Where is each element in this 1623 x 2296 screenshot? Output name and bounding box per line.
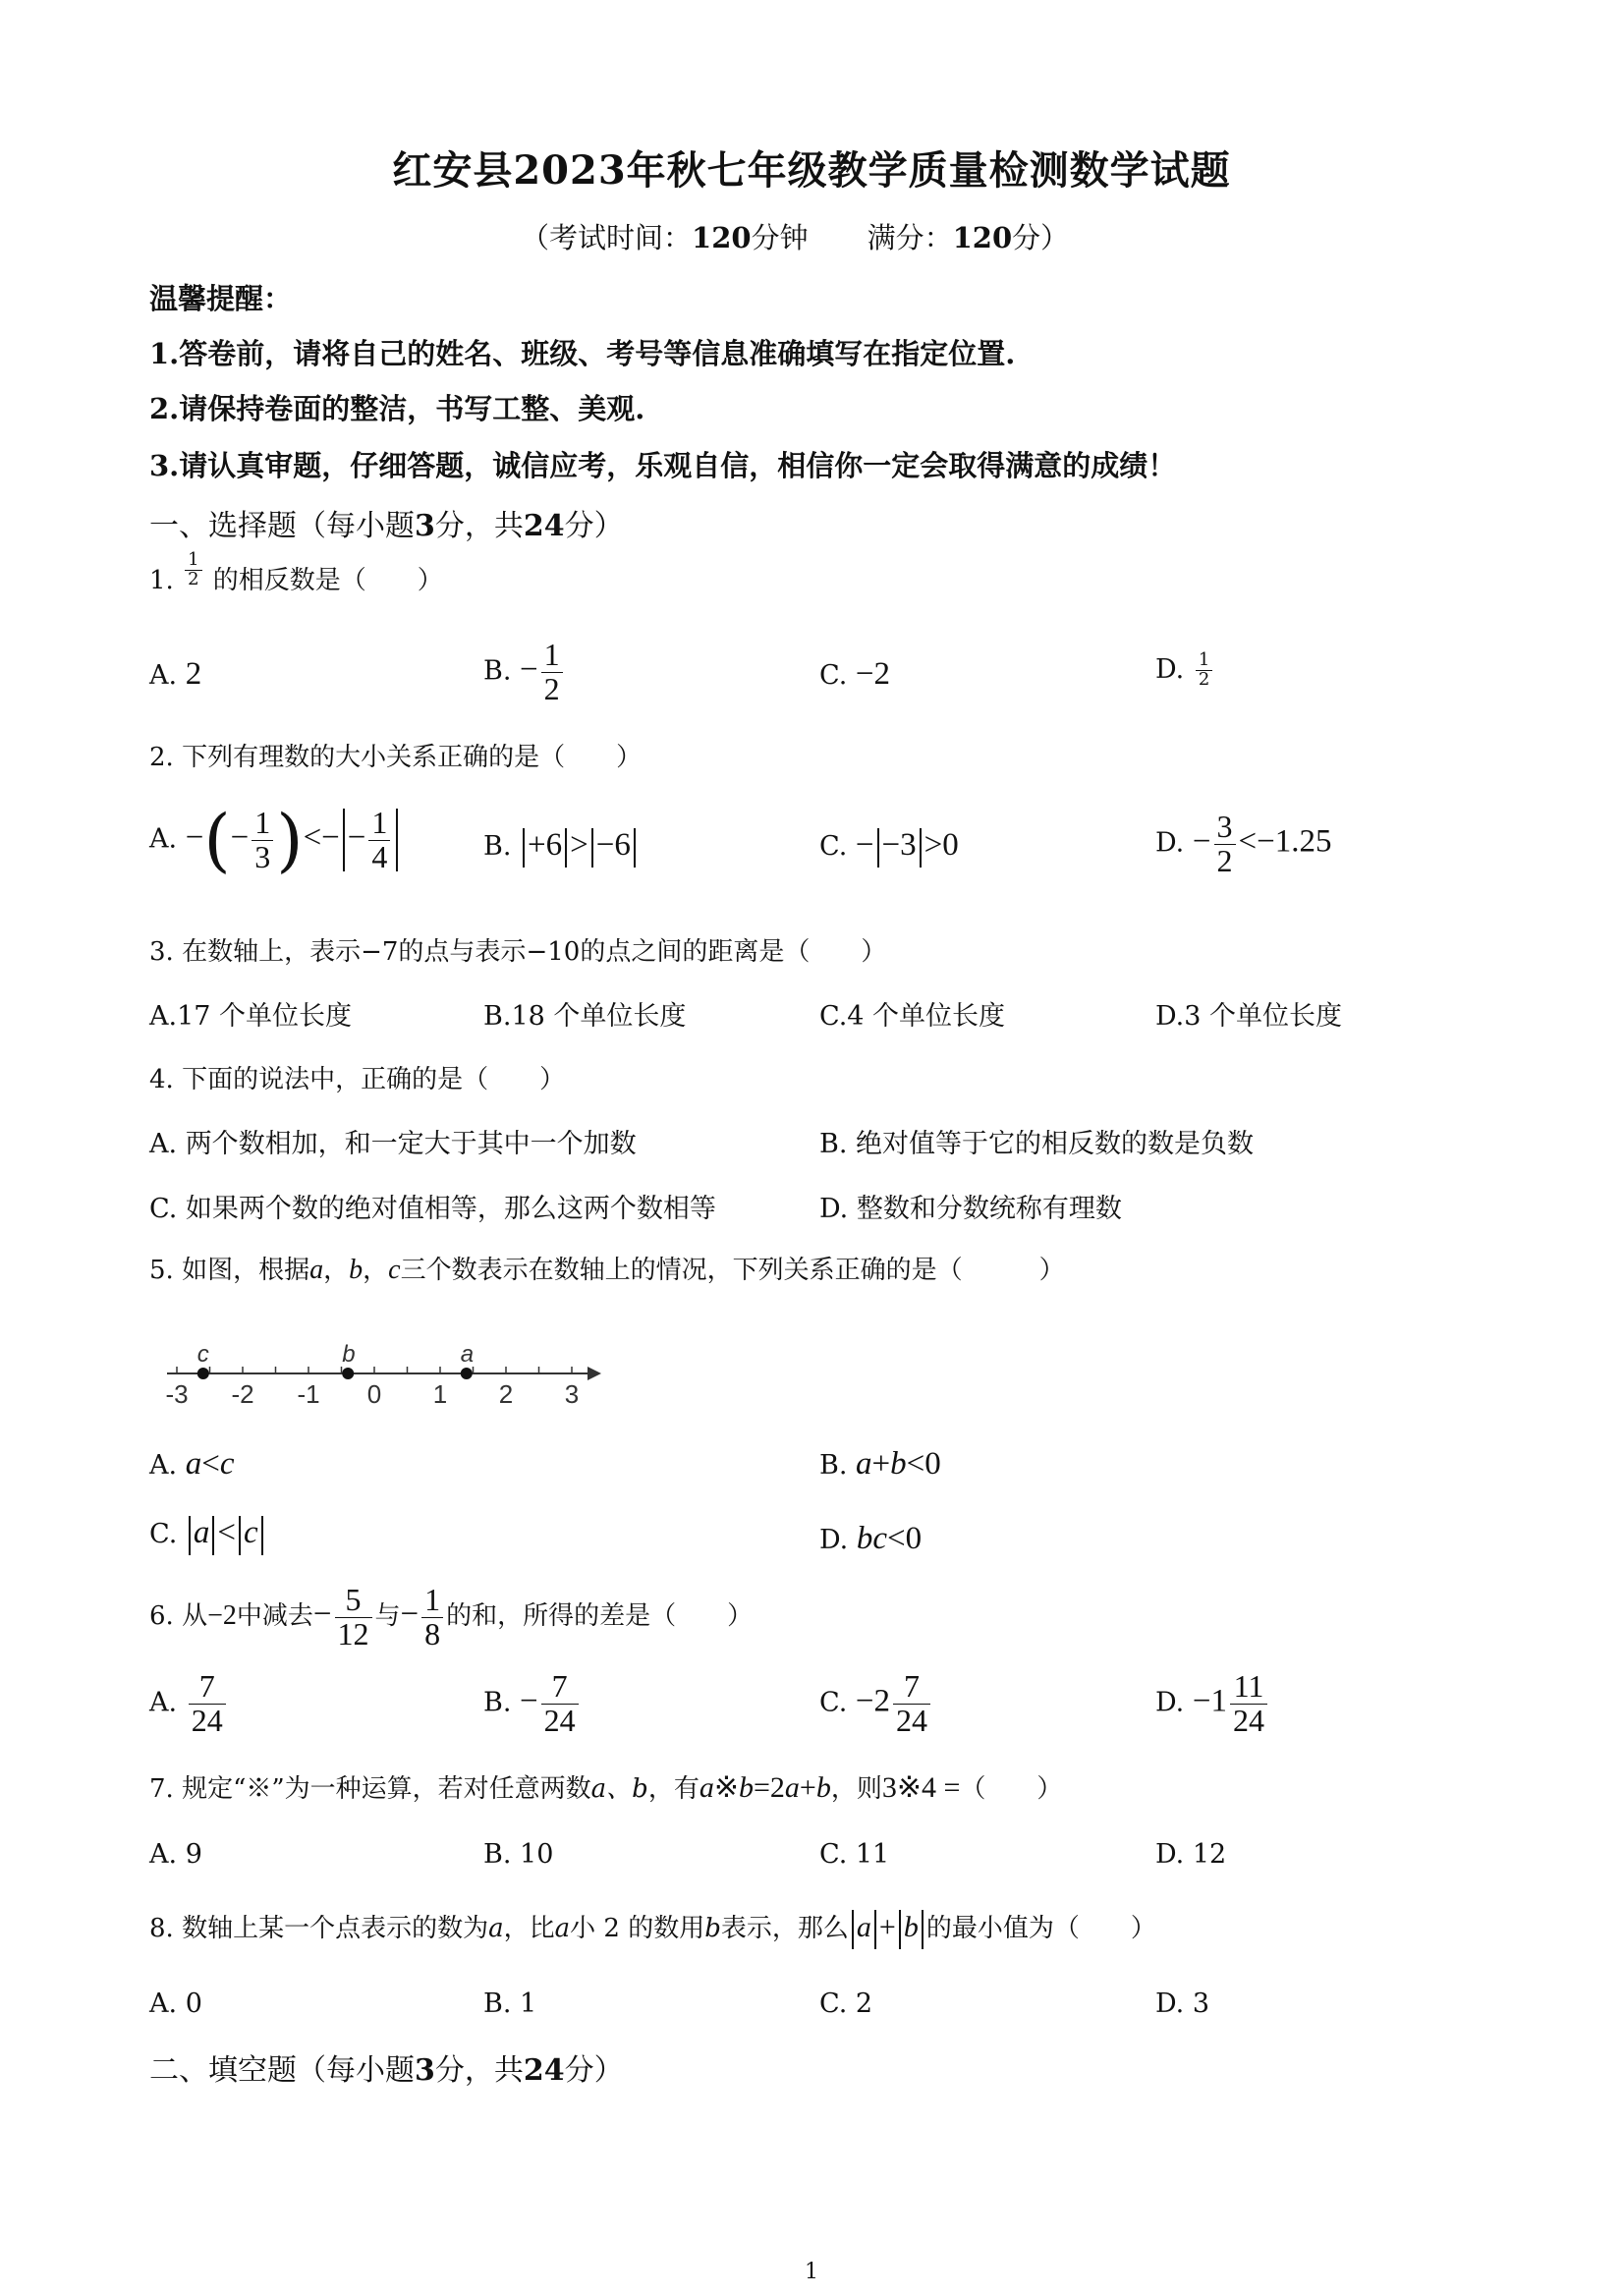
option-C[interactable]: C. 如果两个数的绝对值相等，那么这两个数相等 [149, 1194, 716, 1224]
tips-heading: 温馨提醒： [149, 282, 293, 315]
tick-label: -1 [297, 1379, 320, 1405]
tick-label: 2 [498, 1379, 514, 1405]
time-unit: 分钟 [751, 221, 809, 254]
option-C[interactable]: C. 2 [819, 1988, 873, 2019]
option-C[interactable]: C.4 个单位长度 [819, 1001, 1006, 1032]
tick-label: 3 [564, 1379, 580, 1405]
option-D[interactable]: D.3 个单位长度 [1155, 1001, 1343, 1032]
option-B[interactable]: B. a+b<0 [819, 1446, 941, 1482]
time-value: 120 [692, 221, 752, 254]
question-3: 3. 在数轴上，表示−7的点与表示−10的点之间的距离是（ ） [149, 937, 887, 967]
tick-label: 1 [432, 1379, 448, 1405]
option-A[interactable]: A. 2 [149, 656, 202, 692]
option-A[interactable]: A. a<c [149, 1446, 235, 1482]
option-C[interactable]: C. − −3 >0 [819, 827, 959, 868]
page-number: 1 [805, 2260, 818, 2284]
option-A[interactable]: A. −(− $\frac{1}{3}$ )<− − $\frac{1}{4}$ [149, 806, 401, 874]
option-D[interactable]: D. 整数和分数统称有理数 [819, 1194, 1122, 1224]
tick-label: 0 [366, 1379, 382, 1405]
point-label-a: a [460, 1341, 475, 1368]
question-4: 4. 下面的说法中，正确的是（ ） [149, 1065, 566, 1094]
option-C[interactable]: C. −2 $\frac{7}{24}$ [819, 1670, 933, 1737]
option-B[interactable]: B. − $\frac{1}{2}$ [483, 639, 566, 705]
tick-label: -2 [231, 1379, 254, 1405]
score-unit: 分） [1012, 221, 1070, 254]
option-D[interactable]: D. $\frac{1}{2}$ [1155, 651, 1215, 690]
option-B[interactable]: B. 10 [483, 1839, 554, 1870]
score-value: 120 [952, 221, 1013, 254]
option-B[interactable]: B. 绝对值等于它的相反数的数是负数 [819, 1129, 1255, 1159]
option-B[interactable]: B.18 个单位长度 [483, 1001, 687, 1032]
question-1 [149, 548, 443, 600]
time-label: （考试时间： [521, 221, 693, 254]
fraction: $\frac{1}{2}$ [185, 551, 201, 589]
option-B[interactable]: B. 1 [483, 1988, 537, 2019]
tip-item: 3.请认真审题，仔细答题，诚信应考，乐观自信，相信你一定会取得满意的成绩！ [149, 449, 1177, 482]
option-A[interactable]: A. 9 [149, 1839, 202, 1870]
point-label-c: c [196, 1341, 209, 1368]
tick-label: -3 [165, 1379, 189, 1405]
question-2: 2. 下列有理数的大小关系正确的是（ ） [149, 743, 643, 772]
tip-item: 2.请保持卷面的整洁，书写工整、美观. [149, 392, 645, 425]
option-D[interactable]: D. − $\frac{3}{2}$ <−1.25 [1155, 809, 1332, 878]
number-line-figure [157, 1336, 619, 1405]
question-text: 的相反数是（ ） [212, 566, 443, 595]
exam-info [521, 216, 1069, 256]
point-b [342, 1368, 354, 1379]
tip-item: 1.答卷前，请将自己的姓名、班级、考号等信息准确填写在指定位置. [149, 337, 1016, 370]
option-D[interactable]: D. −1 $\frac{11}{24}$ [1155, 1670, 1270, 1737]
question-5: 5. 如图，根据a，b，c三个数表示在数轴上的情况，下列关系正确的是（ ） [149, 1255, 1065, 1285]
option-A[interactable]: A.17 个单位长度 [149, 1001, 353, 1032]
option-D[interactable]: D. 3 [1155, 1988, 1210, 2019]
section-heading: 一、选择题（每小题3分，共24分） [149, 509, 624, 543]
point-label-b: b [342, 1341, 356, 1368]
option-D[interactable]: D. bc<0 [819, 1521, 923, 1556]
option-A[interactable]: A. 两个数相加，和一定大于其中一个加数 [149, 1129, 637, 1159]
option-B[interactable]: B. +6 > −6 [483, 827, 639, 868]
score-label: 满分： [867, 221, 953, 254]
option-D[interactable]: D. 12 [1155, 1839, 1227, 1870]
option-C[interactable]: C. −2 [819, 656, 890, 692]
point-a [461, 1368, 473, 1379]
section-heading: 二、填空题（每小题3分，共24分） [149, 2053, 624, 2088]
arrow-icon [588, 1367, 601, 1380]
option-C[interactable]: C. a < c [149, 1515, 266, 1555]
option-A[interactable]: A. 0 [149, 1988, 202, 2019]
point-c [197, 1368, 209, 1379]
question-8: 8. 数轴上某一个点表示的数为a，比a小 2 的数用b表示，那么 a + b 的最小值为（ ） [149, 1908, 1156, 1949]
question-6: 6. 从−2中减去− $\frac{5}{12}$ 与− $\frac{1}{8}$ 的和，所得的差是（ ） [149, 1582, 754, 1652]
option-C[interactable]: C. 11 [819, 1839, 890, 1870]
option-A[interactable]: A. $\frac{7}{24}$ [149, 1670, 229, 1737]
page-title: 红安县2023年秋七年级教学质量检测数学试题 [392, 147, 1231, 194]
question-7: 7. 规定“※”为一种运算，若对任意两数a、b，有a※b=2a+b，则3※4 =（ ） [149, 1771, 1063, 1804]
option-B[interactable]: B. − $\frac{7}{24}$ [483, 1670, 582, 1737]
question-number: 1. [149, 566, 174, 595]
